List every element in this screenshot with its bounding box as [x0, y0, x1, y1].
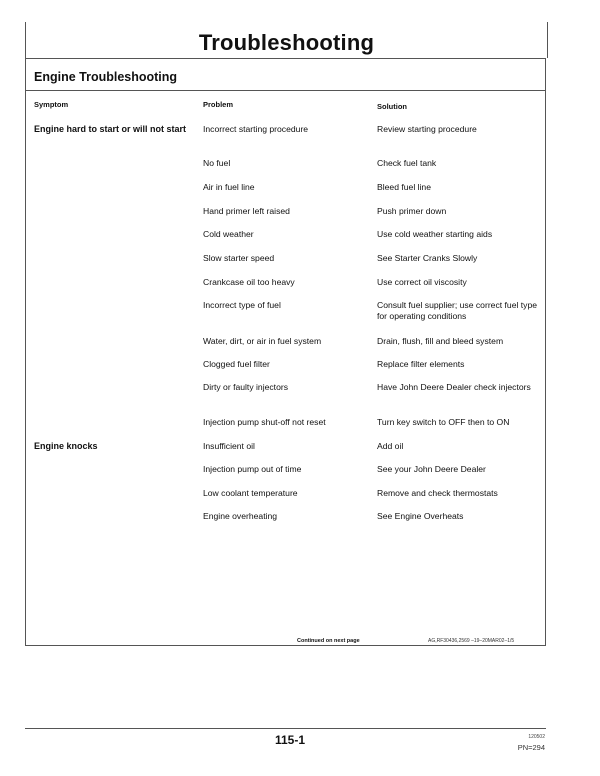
- problem-cell: No fuel: [203, 158, 231, 168]
- problem-cell: Injection pump shut-off not reset: [203, 417, 326, 427]
- problem-cell: Clogged fuel filter: [203, 359, 270, 369]
- problem-cell: Low coolant temperature: [203, 488, 298, 498]
- problem-cell: Hand primer left raised: [203, 206, 290, 216]
- problem-cell: Air in fuel line: [203, 182, 255, 192]
- section-heading: Engine Troubleshooting: [34, 70, 178, 84]
- problem-cell: Slow starter speed: [203, 253, 275, 263]
- column-header-symptom: Symptom: [34, 100, 69, 109]
- symptom-cell: Engine knocks: [34, 441, 98, 451]
- title-block: [25, 22, 548, 58]
- print-code: 120502: [528, 734, 545, 740]
- solution-cell: Review starting procedure: [377, 124, 477, 134]
- solution-cell: Remove and check thermostats: [377, 488, 498, 498]
- solution-cell: Turn key switch to OFF then to ON: [377, 417, 510, 427]
- page-number: 115-1: [274, 733, 306, 747]
- problem-cell: Incorrect type of fuel: [203, 300, 281, 310]
- problem-cell: Dirty or faulty injectors: [203, 382, 289, 392]
- pn-number: PN=294: [517, 743, 545, 752]
- problem-cell: Engine overheating: [203, 511, 278, 521]
- solution-cell: See Engine Overheats: [377, 511, 464, 521]
- problem-cell: Insufficient oil: [203, 441, 255, 451]
- column-header-problem: Problem: [203, 100, 234, 109]
- symptom-cell: Engine hard to start or will not start: [34, 124, 187, 134]
- page-title: Troubleshooting: [198, 30, 375, 55]
- solution-cell: Use correct oil viscosity: [377, 277, 467, 287]
- section-divider: [26, 90, 545, 91]
- solution-cell: Add oil: [377, 441, 404, 451]
- reference-code: AG,RF30436,2569 –19–20MAR02–1/5: [428, 638, 515, 644]
- column-header-solution: Solution: [377, 102, 407, 111]
- solution-cell: Check fuel tank: [377, 158, 437, 168]
- solution-cell: See your John Deere Dealer: [377, 464, 486, 474]
- footer-divider: [25, 728, 546, 729]
- problem-cell: Crankcase oil too heavy: [203, 277, 295, 287]
- problem-cell: Injection pump out of time: [203, 464, 302, 474]
- continued-note: Continued on next page: [297, 638, 360, 644]
- problem-cell: Water, dirt, or air in fuel system: [203, 336, 322, 346]
- problem-cell: Cold weather: [203, 229, 254, 239]
- solution-cell: Push primer down: [377, 206, 447, 216]
- solution-cell: Bleed fuel line: [377, 182, 431, 192]
- troubleshooting-table: [25, 58, 546, 646]
- solution-cell: Use cold weather starting aids: [377, 229, 493, 239]
- solution-cell: Drain, flush, fill and bleed system: [377, 336, 504, 346]
- solution-cell: See Starter Cranks Slowly: [377, 253, 478, 263]
- solution-cell: Consult fuel supplier; use correct fuel type for operating conditions: [377, 300, 538, 321]
- solution-cell: Have John Deere Dealer check injectors: [377, 382, 531, 392]
- problem-cell: Incorrect starting procedure: [203, 124, 309, 134]
- solution-cell: Replace filter elements: [377, 359, 465, 369]
